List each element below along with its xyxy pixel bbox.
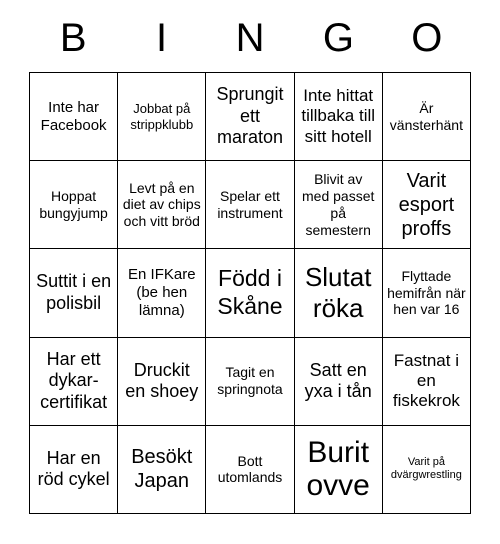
bingo-cell-5-1[interactable]: Har en röd cykel <box>30 426 118 514</box>
title-letter-o: O <box>411 15 443 60</box>
bingo-cell-4-1[interactable]: Har ett dykar-certifikat <box>30 338 118 426</box>
bingo-cell-1-4[interactable]: Inte hittat tillbaka till sitt hotell <box>295 73 383 161</box>
bingo-cell-5-3[interactable]: Bott utomlands <box>206 426 294 514</box>
bingo-cell-4-4[interactable]: Satt en yxa i tån <box>295 338 383 426</box>
bingo-cell-2-2[interactable]: Levt på en diet av chips och vitt bröd <box>118 161 206 249</box>
bingo-cell-3-3[interactable]: Född i Skåne <box>206 249 294 337</box>
title-letter-i: I <box>156 15 168 60</box>
bingo-title <box>29 0 471 72</box>
bingo-cell-1-2[interactable]: Jobbat på strippklubb <box>118 73 206 161</box>
bingo-cell-2-5[interactable]: Varit esport proffs <box>383 161 471 249</box>
title-letter-g: G <box>322 15 354 60</box>
title-letter-n: N <box>235 15 265 60</box>
bingo-cell-1-5[interactable]: Är vänsterhänt <box>383 73 471 161</box>
bingo-cell-4-3[interactable]: Tagit en springnota <box>206 338 294 426</box>
bingo-cell-2-4[interactable]: Blivit av med passet på semestern <box>295 161 383 249</box>
bingo-cell-5-4[interactable]: Burit ovve <box>295 426 383 514</box>
bingo-grid <box>29 72 471 514</box>
bingo-cell-4-5[interactable]: Fastnat i en fiskekrok <box>383 338 471 426</box>
bingo-cell-3-5[interactable]: Flyttade hemifrån när hen var 16 <box>383 249 471 337</box>
bingo-cell-3-1[interactable]: Suttit i en polisbil <box>30 249 118 337</box>
bingo-cell-3-2[interactable]: En IFKare (be hen lämna) <box>118 249 206 337</box>
bingo-cell-1-3[interactable]: Sprungit ett maraton <box>206 73 294 161</box>
bingo-cell-4-2[interactable]: Druckit en shoey <box>118 338 206 426</box>
title-letter-b: B <box>59 15 87 60</box>
bingo-cell-5-2[interactable]: Besökt Japan <box>118 426 206 514</box>
bingo-cell-5-5[interactable]: Varit på dvärgwrestling <box>383 426 471 514</box>
bingo-cell-2-1[interactable]: Hoppat bungyjump <box>30 161 118 249</box>
bingo-cell-2-3[interactable]: Spelar ett instrument <box>206 161 294 249</box>
bingo-cell-3-4[interactable]: Slutat röka <box>295 249 383 337</box>
bingo-cell-1-1[interactable]: Inte har Facebook <box>30 73 118 161</box>
